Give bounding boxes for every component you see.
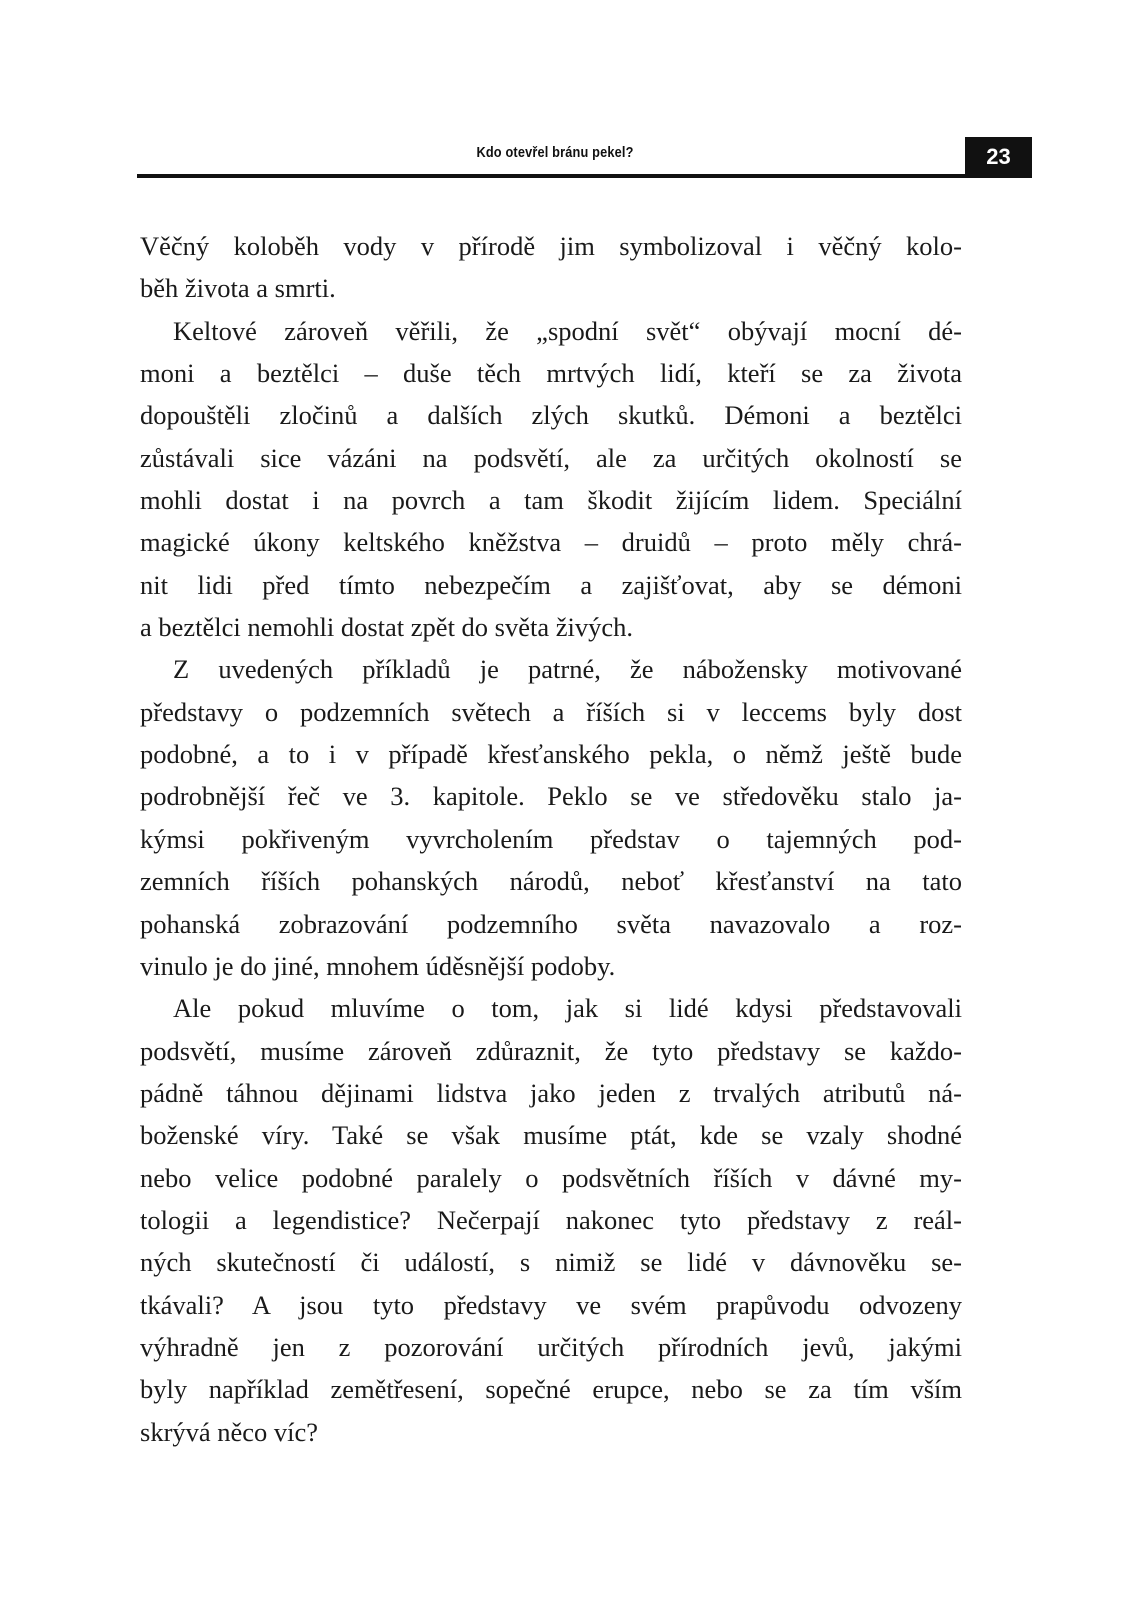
header-rule bbox=[137, 174, 1032, 178]
text-line: Z uvedených příkladů je patrné, že nábožensky motivované bbox=[173, 654, 962, 685]
body-text bbox=[140, 225, 962, 1453]
text-line: dopouštěli zločinů a dalších zlých skutků. Démoni a beztělci bbox=[140, 400, 962, 431]
text-line: Věčný koloběh vody v přírodě jim symbolizoval i věčný kolo- bbox=[140, 231, 962, 261]
text-line: kýmsi pokřiveným vyvrcholením představ o tajemných pod- bbox=[140, 823, 962, 854]
text-line: skrývá něco víc? bbox=[140, 1416, 319, 1447]
paragraph bbox=[140, 987, 962, 1453]
text-line: běh života a smrti. bbox=[140, 273, 336, 304]
paragraph bbox=[140, 648, 962, 987]
text-line: byly například zemětřesení, sopečné erupce, nebo se za tím vším bbox=[140, 1374, 962, 1405]
text-line: podrobnější řeč ve 3. kapitole. Peklo se ve středověku stalo ja- bbox=[140, 781, 962, 812]
text-line: moni a beztělci – duše těch mrtvých lidí, kteří se za života bbox=[140, 358, 962, 389]
text-line: boženské víry. Také se však musíme ptát, kde se vzaly shodné bbox=[140, 1120, 962, 1151]
text-line: magické úkony keltského kněžstva – druidů – proto měly chrá- bbox=[140, 527, 962, 558]
paragraph bbox=[140, 225, 962, 310]
text-line: nebo velice podobné paralely o podsvětních říších v dávné my- bbox=[140, 1162, 962, 1193]
text-line: nit lidi před tímto nebezpečím a zajišťovat, aby se démoni bbox=[140, 569, 962, 600]
text-line: vinulo je do jiné, mnohem úděsnější podoby. bbox=[140, 950, 616, 981]
text-line: ných skutečností či událostí, s nimiž se lidé v dávnověku se- bbox=[140, 1247, 962, 1278]
text-line: zůstávali sice vázáni na podsvětí, ale za určitých okolností se bbox=[140, 442, 962, 473]
text-line: představy o podzemních světech a říších si v leccems byly dost bbox=[140, 696, 962, 727]
running-header-title: Kdo otevřel bránu pekel? bbox=[476, 144, 634, 161]
page-number-box bbox=[965, 137, 1032, 177]
text-line: tologii a legendistice? Nečerpají nakonec tyto představy z reál- bbox=[140, 1204, 962, 1235]
page-number: 23 bbox=[986, 144, 1011, 169]
text-line: mohli dostat i na povrch a tam škodit žijícím lidem. Speciální bbox=[140, 485, 962, 516]
text-line: podsvětí, musíme zároveň zdůraznit, že tyto představy se každo- bbox=[140, 1035, 962, 1066]
text-line: podobné, a to i v případě křesťanského pekla, o němž ještě bude bbox=[140, 739, 962, 770]
text-line: Ale pokud mluvíme o tom, jak si lidé kdysi představovali bbox=[173, 993, 962, 1024]
text-line: zemních říších pohanských národů, neboť křesťanství na tato bbox=[140, 866, 962, 897]
text-line: Keltové zároveň věřili, že „spodní svět“ obývají mocní dé- bbox=[173, 315, 962, 346]
text-line: pádně táhnou dějinami lidstva jako jeden z trvalých atributů ná- bbox=[140, 1077, 962, 1108]
text-line: pohanská zobrazování podzemního světa navazovalo a roz- bbox=[140, 908, 962, 939]
text-line: výhradně jen z pozorování určitých přírodních jevů, jakými bbox=[140, 1331, 962, 1362]
paragraph bbox=[140, 310, 962, 649]
text-line: a beztělci nemohli dostat zpět do světa živých. bbox=[140, 612, 634, 643]
text-line: tkávali? A jsou tyto představy ve svém prapůvodu odvozeny bbox=[140, 1289, 962, 1320]
